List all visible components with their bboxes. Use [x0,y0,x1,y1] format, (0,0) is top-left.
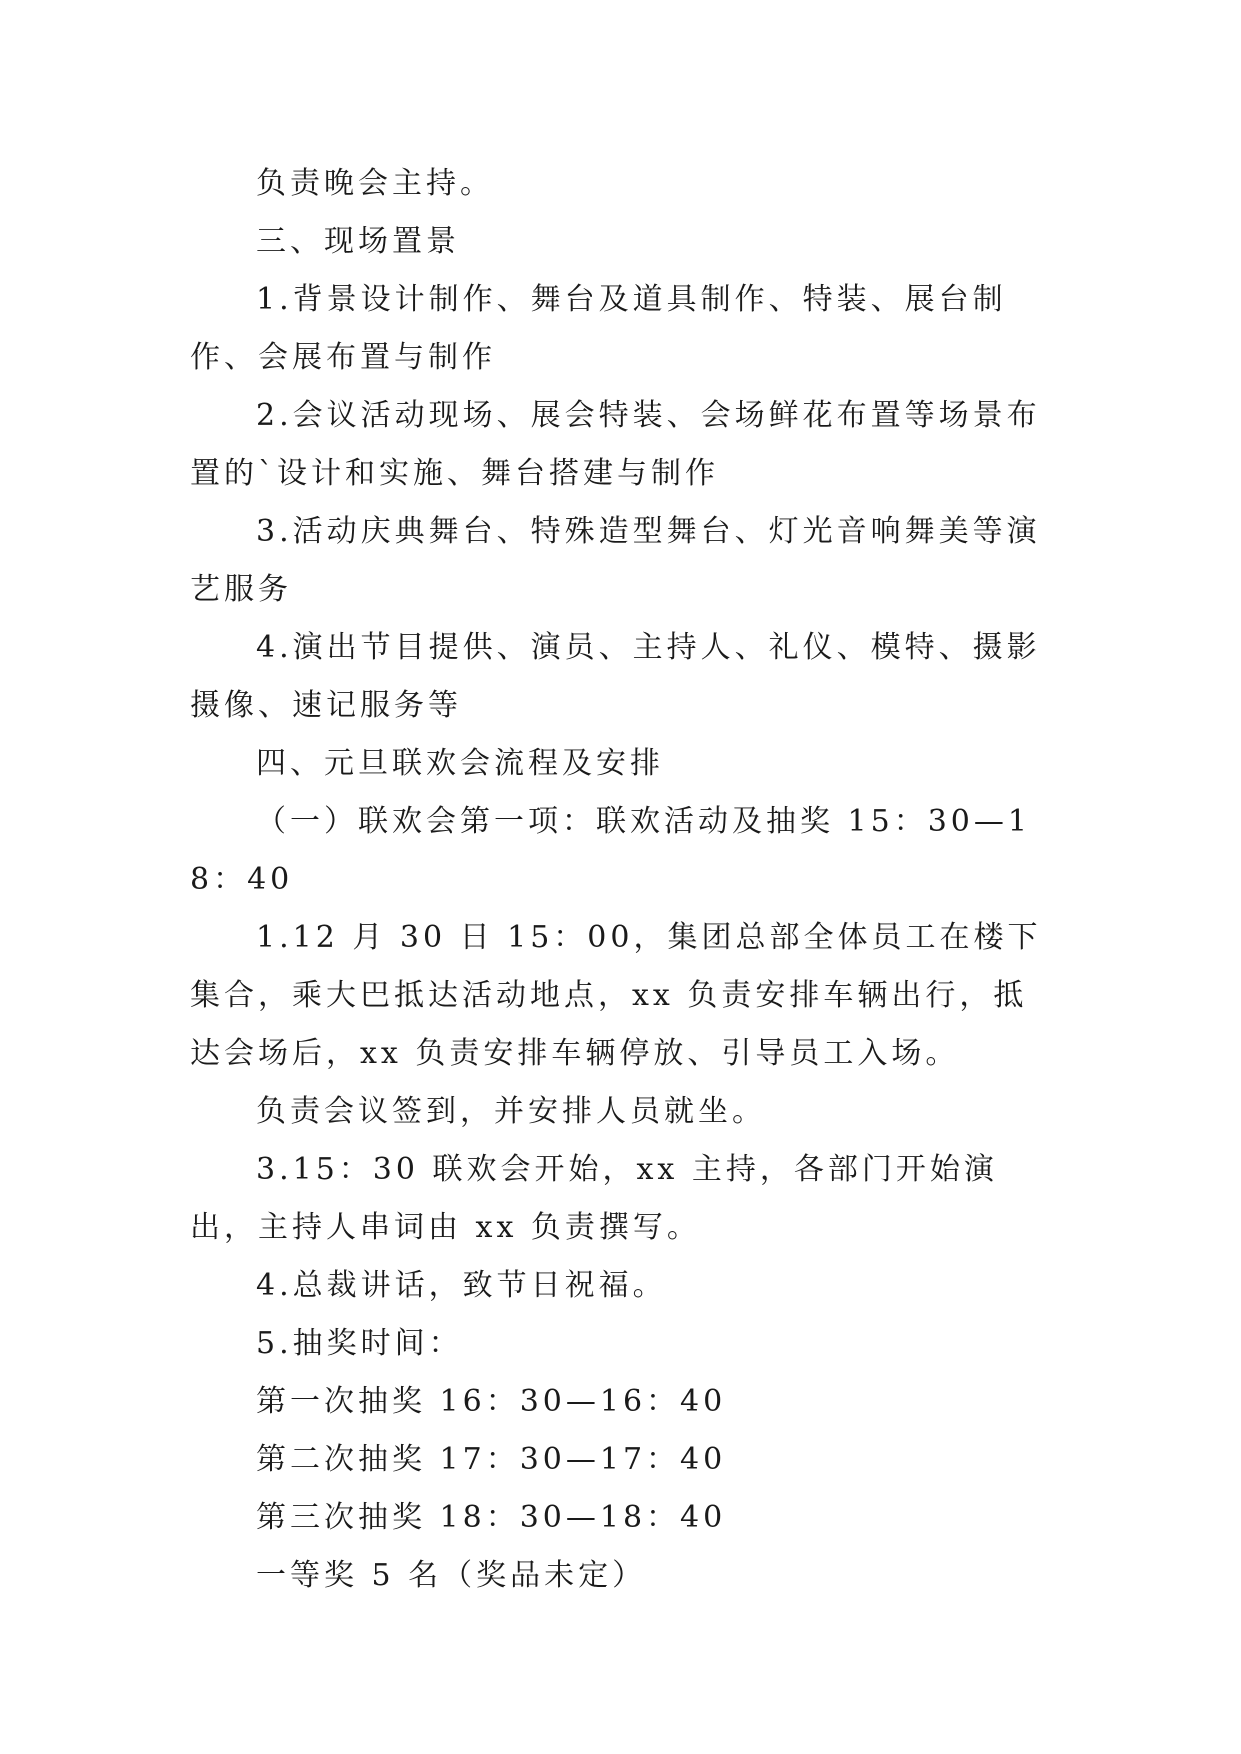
document-body [190,155,1050,1605]
list-item: 1.12 月 30 日 15：00，集团总部全体员工在楼下集合，乘大巴抵达活动地点，xx 负责安排车辆出行，抵达会场后，xx 负责安排车辆停放、引导员工入场。 [190,920,1042,1071]
schedule-line: 第一次抽奖 16：30—16：40 [256,1384,727,1419]
list-item: 2.会议活动现场、展会特装、会场鲜花布置等场景布置的`设计和实施、舞台搭建与制作 [190,398,1041,491]
schedule-line: 第二次抽奖 17：30—17：40 [256,1442,727,1477]
list-item: 3.活动庆典舞台、特殊造型舞台、灯光音响舞美等演艺服务 [190,514,1041,607]
prize-line: 一等奖 5 名（奖品未定） [256,1558,647,1593]
list-item: 4.演出节目提供、演员、主持人、礼仪、模特、摄影摄像、速记服务等 [190,630,1041,723]
paragraph: 负责晚会主持。 [256,166,494,201]
list-item: 1.背景设计制作、舞台及道具制作、特装、展台制作、会展布置与制作 [190,282,1007,375]
section-heading: 四、元旦联欢会流程及安排 [256,746,664,781]
section-heading: 三、现场置景 [256,224,460,259]
list-item: 4.总裁讲话，致节日祝福。 [256,1268,667,1303]
paragraph: 负责会议签到，并安排人员就坐。 [256,1094,766,1129]
list-item: 5.抽奖时间： [256,1326,463,1361]
list-item: 3.15：30 联欢会开始，xx 主持，各部门开始演出，主持人串词由 xx 负责撰写。 [190,1152,998,1245]
schedule-line: 第三次抽奖 18：30—18：40 [256,1500,727,1535]
subsection-heading: （一）联欢会第一项：联欢活动及抽奖 15：30—18：40 [190,804,1031,897]
